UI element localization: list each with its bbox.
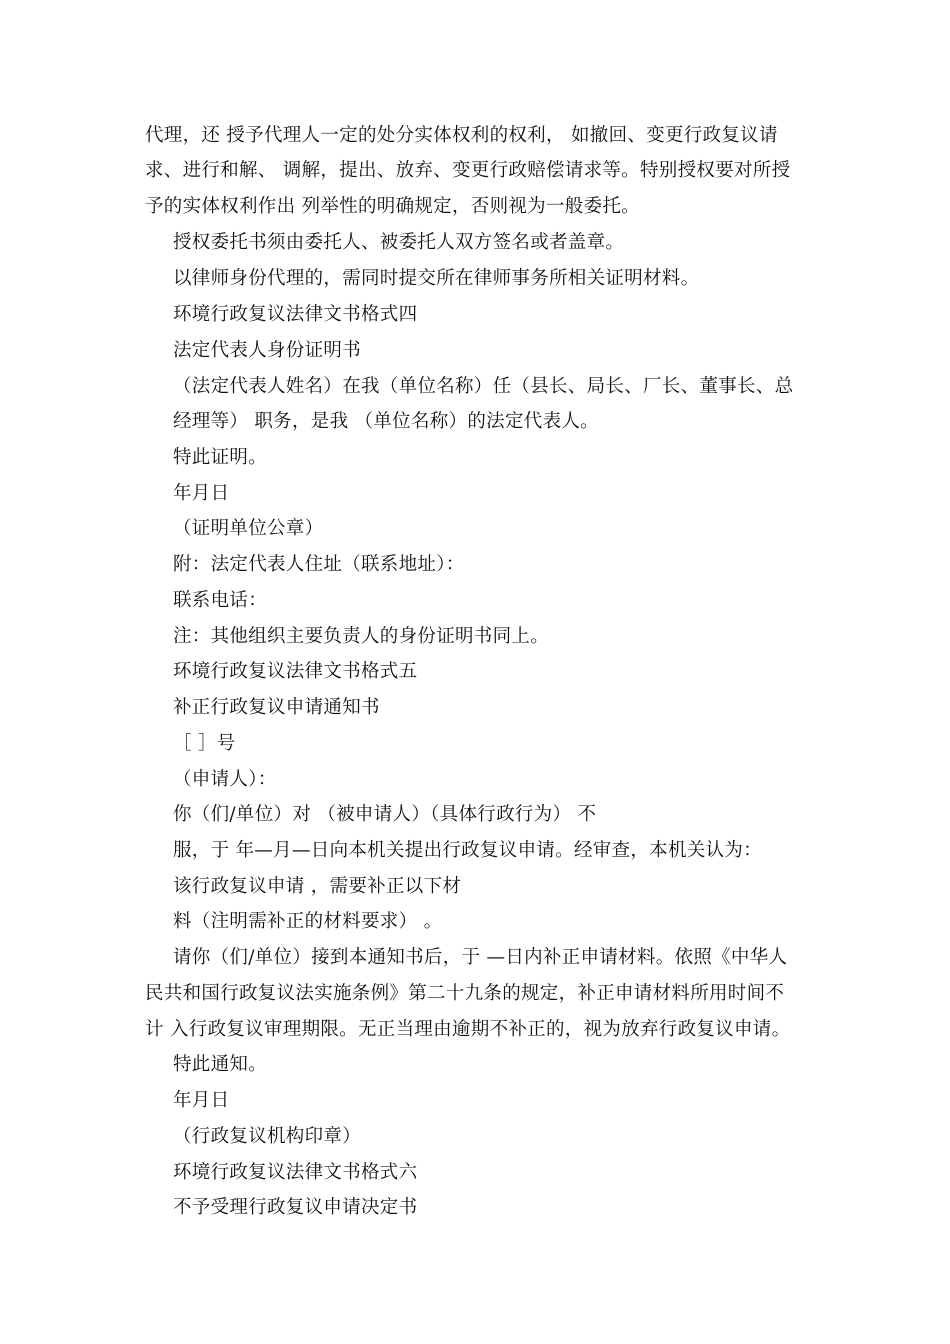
document-title: 补正行政复议申请通知书 bbox=[173, 697, 380, 718]
date-line: 年月日 bbox=[173, 1090, 230, 1111]
paragraph-line: 代理，还 授予代理人一定的处分实体权利的权利， 如撤回、变更行政复议请 bbox=[145, 125, 778, 146]
paragraph-line: 联系电话： bbox=[173, 590, 268, 611]
paragraph-line: 民共和国行政复议法实施条例》第二十九条的规定，补正申请材料所用时间不 bbox=[145, 983, 785, 1004]
seal-line: （行政复议机构印章） bbox=[173, 1126, 362, 1147]
document-title: 法定代表人身份证明书 bbox=[173, 340, 362, 361]
paragraph-line: 你（们/单位）对 （被申请人）（具体行政行为） 不 bbox=[173, 804, 597, 825]
paragraph-line: 注：其他组织主要负责人的身份证明书同上。 bbox=[173, 626, 550, 647]
paragraph-line: 附：法定代表人住址（联系地址）： bbox=[173, 554, 465, 575]
paragraph-line: 求、进行和解、 调解，提出、放弃、变更行政赔偿请求等。特别授权要对所授 bbox=[145, 160, 791, 181]
section-heading: 环境行政复议法律文书格式四 bbox=[173, 304, 418, 325]
document-title: 不予受理行政复议申请决定书 bbox=[173, 1197, 418, 1218]
paragraph-line: 服，于 年—月—日向本机关提出行政复议申请。经审查，本机关认为： bbox=[173, 840, 762, 861]
section-heading: 环境行政复议法律文书格式五 bbox=[173, 661, 418, 682]
paragraph-line: 授权委托书须由委托人、被委托人双方签名或者盖章。 bbox=[173, 232, 625, 253]
paragraph-line: 特此证明。 bbox=[173, 447, 268, 468]
paragraph-line: 予的实体权利作出 列举性的明确规定，否则视为一般委托。 bbox=[145, 196, 640, 217]
date-line: 年月日 bbox=[173, 483, 230, 504]
section-heading: 环境行政复议法律文书格式六 bbox=[173, 1162, 418, 1183]
paragraph-line: 计 入行政复议审理期限。无正当理由逾期不补正的，视为放弃行政复议申请。 bbox=[145, 1019, 791, 1040]
paragraph-line: 经理等） 职务，是我 （单位名称）的法定代表人。 bbox=[173, 411, 599, 432]
document-number: ［ ］号 bbox=[173, 733, 236, 754]
paragraph-line: 料（注明需补正的材料要求） 。 bbox=[173, 911, 443, 932]
seal-line: （证明单位公章） bbox=[173, 518, 324, 539]
paragraph-line: 以律师身份代理的，需同时提交所在律师事务所相关证明材料。 bbox=[173, 268, 700, 289]
paragraph-line: 请你（们/单位）接到本通知书后，于 —日内补正申请材料。依照《中华人 bbox=[173, 947, 788, 968]
addressee-line: （申请人）： bbox=[173, 769, 277, 790]
paragraph-line: 特此通知。 bbox=[173, 1054, 268, 1075]
paragraph-line: （法定代表人姓名）在我（单位名称）任（县长、局长、厂长、董事长、总 bbox=[173, 376, 794, 397]
paragraph-line: 该行政复议申请 ，需要补正以下材 bbox=[173, 876, 462, 897]
